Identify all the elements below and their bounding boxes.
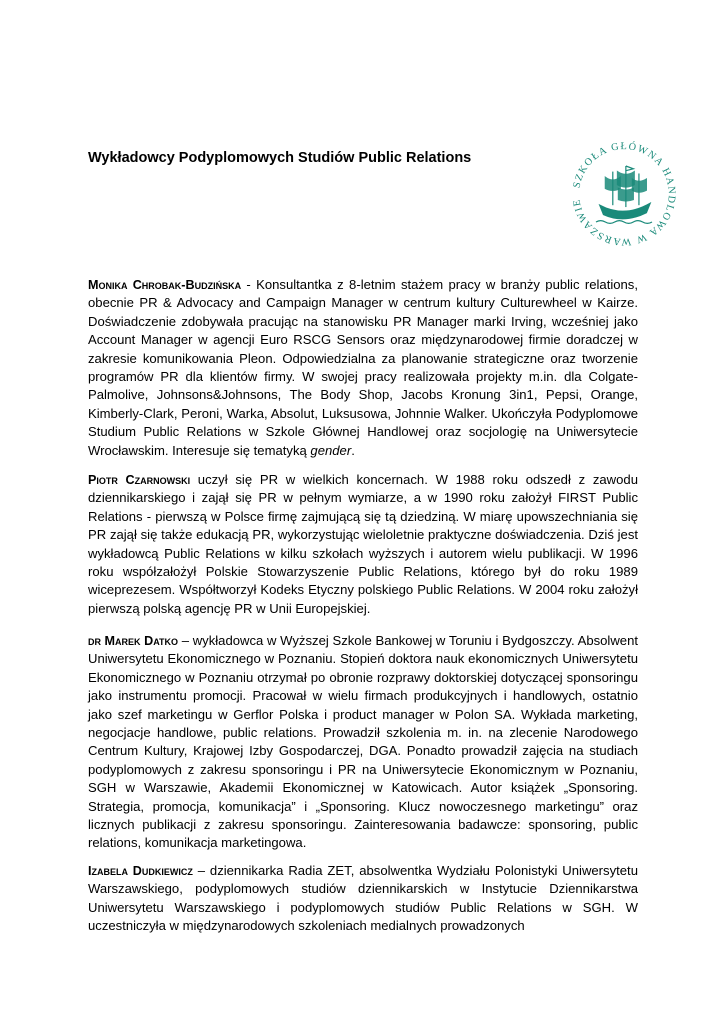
bio-name: Monika Chrobak-Budzińska	[88, 278, 242, 292]
page-title: Wykładowcy Podyplomowych Studiów Public Relations	[88, 150, 472, 166]
bio-paragraph	[88, 276, 638, 460]
bio-text: uczył się PR w wielkich koncernach. W 1988 roku odszedł z zawodu dziennikarskiego i zajął się PR w pełnym wymiarze, a w 1990 roku założył FIRST Public Relations - pierwszą w Polsce firmę zajmującą się tą dziedziną. W miarę upowszechniania się PR zajął się także edukacją PR, wykorzystując wieloletnie praktyczne doświadczenia. Dziś jest wykładowcą Public Relations w kilku szkołach wyższych i autorem wielu publikacji. W 1996 roku współzałożył Polskie Stowarzyszenie Public Relations, którego był do roku 1989 wiceprezesem. Współtworzył Kodeks Etyczny polskiego Public Relations. W 2004 roku założył pierwszą polską agencję PR w Unii Europejskiej.	[88, 472, 638, 616]
bio-emphasis: gender	[310, 442, 352, 458]
bio-paragraph	[88, 862, 638, 936]
svg-text:SZKOŁA GŁÓWNA HANDLOWA W WARSZ: SZKOŁA GŁÓWNA HANDLOWA W WARSZAWIE	[571, 141, 677, 247]
bio-tail: .	[351, 442, 355, 458]
bio-text: - Konsultantka z 8-letnim stażem pracy w branży public relations, obecnie PR & Advocacy and Campaign Manager w centrum kultury Culturewheel w Kairze. Doświadczenie zdobywała pracując na stanowisku PR Manager marki Irving, wcześniej jako Account Manager w agencji Euro RSCG Sensors oraz międzynarodowej firmie doradczej w zakresie komunikowania Pleon. Odpowiedzialna za planowanie strategiczne oraz tworzenie programów PR dla klientów firmy. W swojej pracy realizowała projekty m.in. dla Colgate-Palmolive, Johnsons&Johnsons, The Body Shop, Jacobs Kronung 3in1, Pepsi, Orange, Kimberly-Clark, Peroni, Warka, Absolut, Luksusowa, Johnnie Walker. Ukończyła Podyplomowe Studium Public Relations w Szkole Głównej Handlowej oraz socjologię na Uniwersytecie Wrocławskim. Interesuje się tematyką	[88, 277, 638, 458]
bio-paragraph	[88, 471, 638, 618]
bio-paragraph	[88, 632, 638, 853]
bio-text: – dziennikarka Radia ZET, absolwentka Wydziału Polonistyki Uniwersytetu Warszawskiego, podyplomowych studiów dziennikarskich w Instytucie Dziennikarstwa Uniwersytetu Warszawskiego i podyplomowych studiów Public Relations w SGH. W uczestniczyła w międzynarodowych szkoleniach medialnych prowadzonych	[88, 863, 638, 934]
sgh-logo-icon	[568, 138, 680, 250]
bio-text: – wykładowca w Wyższej Szkole Bankowej w Toruniu i Bydgoszczy. Absolwent Uniwersytetu Ekonomicznego w Poznaniu. Stopień doktora nauk ekonomicznych Uniwersytetu Ekonomicznego w Poznaniu otrzymał po obronie rozprawy doktorskiej dotyczącej sponsoringu jako instrumentu promocji. Pracował w wielu firmach produkcyjnych i handlowych, ostatnio jako szef marketingu w Gerflor Polska i product manager w Polon SA. Wykłada marketing, negocjacje handlowe, public relations. Prowadził szkolenia m. in. na zlecenie Narodowego Centrum Kultury, Krajowej Izby Gospodarczej, DGA. Ponadto prowadził zajęcia na studiach podyplomowych z zakresu sponsoringu i PR na Uniwersytecie Ekonomicznym w Poznaniu, SGH w Warszawie, Akademii Ekonomicznej w Katowicach. Autor książek „Sponsoring. Strategia, promocja, komunikacja” i „Sponsoring. Klucz nowoczesnego marketingu” oraz licznych publikacji z zakresu sponsoringu. Zainteresowania badawcze: sponsoring, public relations, komunikacja marketingowa.	[88, 633, 638, 851]
bio-name: Piotr Czarnowski	[88, 473, 191, 487]
bio-name: dr Marek Datko	[88, 634, 179, 648]
bio-name: Izabela Dudkiewicz	[88, 864, 193, 878]
